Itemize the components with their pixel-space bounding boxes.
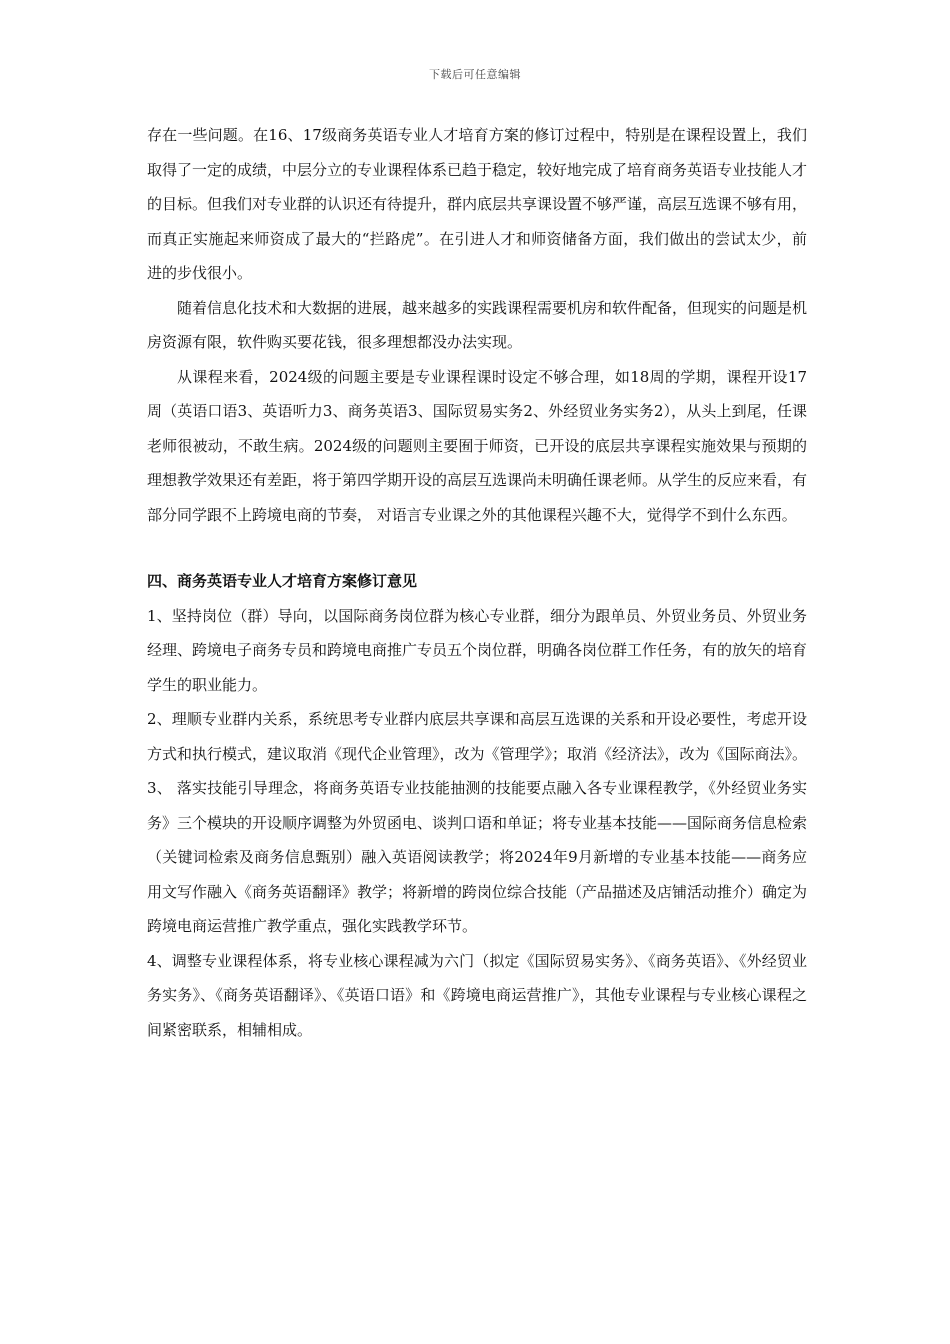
section-spacer	[147, 532, 807, 564]
list-item-1: 1、坚持岗位（群）导向，以国际商务岗位群为核心专业群，细分为跟单员、外贸业务员、外贸业务经理、跨境电子商务专员和跨境电商推广专员五个岗位群，明确各岗位群工作任务，有的放矢的培育学生的职业能力。	[147, 606, 808, 694]
paragraph-it-resources: 随着信息化技术和大数据的进展，越来越多的实践课程需要机房和软件配备，但现实的问题是机房资源有限，软件购买要花钱，很多理想都没办法实现。	[147, 298, 808, 351]
document-body	[147, 118, 807, 1047]
paragraph-problems: 存在一些问题。在16、17级商务英语专业人才培育方案的修订过程中，特别是在课程设置上，我们取得了一定的成绩，中层分立的专业课程体系已趋于稳定，较好地完成了培育商务英语专业技能人才的目标。但我们对专业群的认识还有待提升，群内底层共享课设置不够严谨，高层互选课不够有用，而真正实施起来师资成了最大的“拦路虎”。在引进人才和师资储备方面，我们做出的尝试太少，前进的步伐很小。	[147, 126, 808, 282]
page-header: 下载后可任意编辑	[429, 68, 521, 81]
paragraph-course-issues: 从课程来看，2024级的问题主要是专业课程课时设定不够合理，如18周的学期，课程开设17周（英语口语3、英语听力3、商务英语3、国际贸易实务2、外经贸业务实务2），从头上到尾，任课老师很被动，不敢生病。2024级的问题则主要囿于师资，已开设的底层共享课程实施效果与预期的理想教学效果还有差距，将于第四学期开设的高层互选课尚未明确任课老师。从学生的反应来看，有部分同学跟不上跨境电商的节奏， 对语言专业课之外的其他课程兴趣不大，觉得学不到什么东西。	[147, 367, 808, 524]
list-item-4: 4、调整专业课程体系，将专业核心课程减为六门（拟定《国际贸易实务》、《商务英语》、《外经贸业务实务》、《商务英语翻译》、《英语口语》和《跨境电商运营推广》，其他专业课程与专业核心课程之间紧密联系，相辅相成。	[147, 951, 807, 1039]
list-item-2: 2、理顺专业群内关系，系统思考专业群内底层共享课和高层互选课的关系和开设必要性，考虑开设方式和执行模式，建议取消《现代企业管理》，改为《管理学》；取消《经济法》，改为《国际商法》。	[147, 710, 808, 763]
list-item-3: 3、 落实技能引导理念，将商务英语专业技能抽测的技能要点融入各专业课程教学，《外经贸业务实务》三个模块的开设顺序调整为外贸函电、谈判口语和单证；将专业基本技能——国际商务信息检索（关键词检索及商务信息甄别）融入英语阅读教学；将2024年9月新增的专业基本技能——商务应用文写作融入《商务英语翻译》教学；将新增的跨岗位综合技能（产品描述及店铺活动推介）确定为跨境电商运营推广教学重点，强化实践教学环节。	[147, 779, 808, 935]
section-heading: 四、商务英语专业人才培育方案修订意见	[147, 572, 418, 590]
